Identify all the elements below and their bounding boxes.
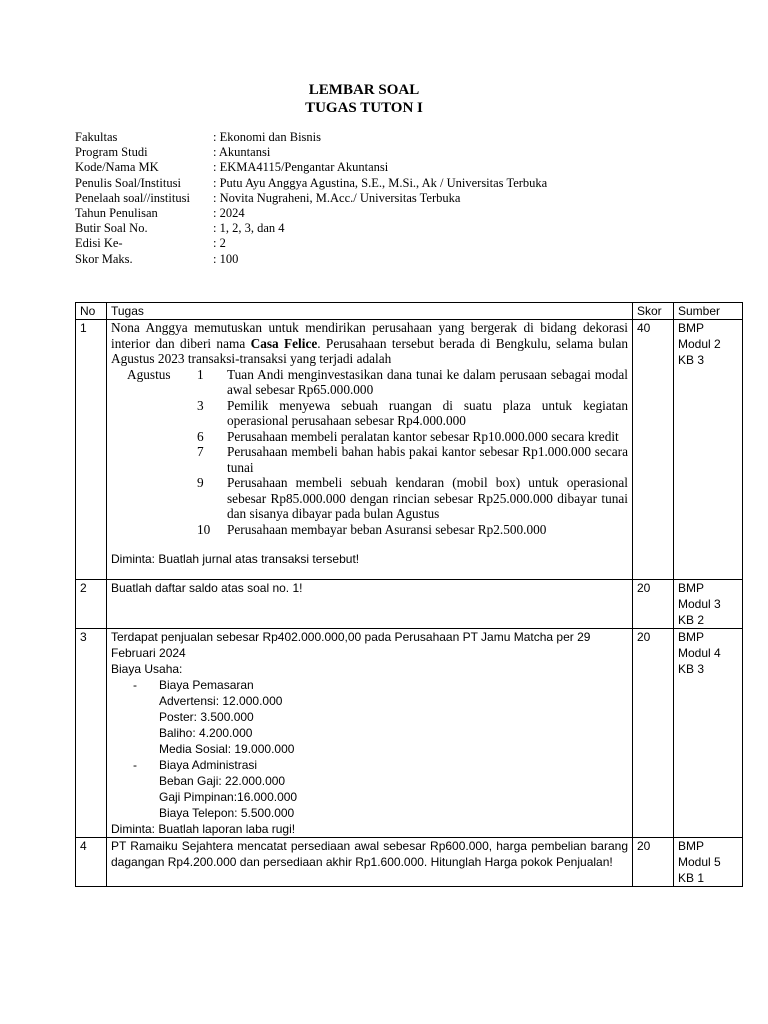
meta-row bbox=[75, 130, 547, 145]
question-4: PT Ramaiku Sejahtera mencatat persediaan awal sebesar Rp600.000, harga pembelian barang dagangan Rp4.200.000 dan persediaan akhir Rp1.600.000. Hitunglah Harga pokok Penjualan! bbox=[107, 838, 633, 887]
transaction-text: Perusahaan membayar beban Asuransi sebesar Rp2.500.000 bbox=[227, 521, 547, 537]
cost-item: Media Sosial: 19.000.000 bbox=[159, 742, 295, 756]
table-row bbox=[76, 580, 743, 629]
table-row bbox=[76, 320, 743, 580]
row-skor: 20 bbox=[633, 629, 674, 838]
transaction-month bbox=[111, 398, 197, 429]
meta-value: : 100 bbox=[213, 251, 239, 266]
dash: - bbox=[133, 758, 137, 772]
meta-value: : Novita Nugraheni, M.Acc./ Universitas Terbuka bbox=[213, 190, 461, 205]
transaction-text: Perusahaan membeli peralatan kantor sebesar Rp10.000.000 secara kredit bbox=[227, 428, 619, 444]
header-tugas: Tugas bbox=[107, 303, 633, 320]
meta-key: Penulis Soal/Institusi bbox=[75, 175, 181, 190]
transaction-month bbox=[111, 522, 197, 538]
meta-row bbox=[75, 145, 547, 160]
q1-intro-a: Nona Anggya memutuskan untuk mendirikan perusahaan yang bergerak di bidang dekorasi interior dan diberi nama bbox=[111, 320, 628, 351]
transaction-item bbox=[111, 367, 628, 398]
meta-row bbox=[75, 176, 547, 191]
transaction-month bbox=[111, 444, 197, 475]
meta-row bbox=[75, 236, 547, 251]
transaction-month bbox=[111, 475, 197, 522]
question-2: Buatlah daftar saldo atas soal no. 1! bbox=[107, 580, 633, 629]
meta-key: Skor Maks. bbox=[75, 251, 133, 266]
question-3 bbox=[107, 629, 633, 838]
q1-intro bbox=[111, 320, 628, 367]
transaction-day: 10 bbox=[197, 521, 211, 537]
q3-group1 bbox=[111, 677, 628, 693]
meta-row bbox=[75, 191, 547, 206]
transaction-item bbox=[111, 522, 628, 538]
row-no: 4 bbox=[76, 838, 107, 887]
sumber-line: BMP bbox=[678, 839, 705, 853]
transaction-day: 9 bbox=[197, 475, 204, 490]
cost-item: Biaya Telepon: 5.500.000 bbox=[159, 806, 295, 820]
transaction-text: Perusahaan membeli sebuah kendaran (mobil box) untuk operasional sebesar Rp85.000.000 dengan rincian sebesar Rp25.000.000 dibayar tunai dan sisanya dibayar pada bulan Agustus bbox=[227, 475, 628, 521]
row-sumber bbox=[674, 320, 743, 580]
meta-value: : EKMA4115/Pengantar Akuntansi bbox=[213, 160, 389, 175]
meta-key: Program Studi bbox=[75, 145, 148, 160]
row-skor: 20 bbox=[633, 838, 674, 887]
sumber-line: Modul 3 bbox=[678, 597, 721, 611]
sumber-line: KB 1 bbox=[678, 871, 705, 885]
transaction-day: 1 bbox=[197, 366, 204, 382]
row-sumber bbox=[674, 838, 743, 887]
cost-item: Gaji Pimpinan:16.000.000 bbox=[159, 790, 298, 804]
meta-key: Edisi Ke- bbox=[75, 236, 123, 251]
cost-item: Poster: 3.500.000 bbox=[159, 710, 254, 724]
header-sumber: Sumber bbox=[674, 303, 743, 320]
sumber-line: KB 3 bbox=[678, 662, 705, 676]
sumber-line: Modul 5 bbox=[678, 855, 721, 869]
meta-key: Fakultas bbox=[75, 130, 118, 144]
dash: - bbox=[133, 678, 137, 692]
row-skor: 20 bbox=[633, 580, 674, 629]
sumber-line: BMP bbox=[678, 630, 705, 644]
transaction-text: Pemilik menyewa sebuah ruangan di suatu plaza untuk kegiatan operasional perusahaan sebesar Rp4.000.000 bbox=[227, 397, 628, 428]
task-table bbox=[75, 302, 743, 887]
meta-key: Kode/Nama MK bbox=[75, 160, 159, 175]
group-title: Biaya Administrasi bbox=[159, 758, 258, 772]
q3-instruction: Diminta: Buatlah laporan laba rugi! bbox=[111, 822, 296, 836]
transaction-day: 6 bbox=[197, 428, 204, 444]
transaction-list bbox=[111, 367, 628, 538]
transaction-day: 7 bbox=[197, 444, 204, 459]
meta-value: : 2 bbox=[213, 236, 226, 251]
transaction-text: Perusahaan membeli bahan habis pakai kantor sebesar Rp1.000.000 secara tunai bbox=[227, 444, 628, 475]
transaction-day: 3 bbox=[197, 397, 204, 413]
transaction-month: Agustus bbox=[127, 366, 171, 382]
transaction-text: Tuan Andi menginvestasikan dana tunai ke dalam perusaan sebagai modal awal sebesar Rp65.000.000 bbox=[227, 366, 628, 397]
meta-key: Penelaah soal//institusi bbox=[75, 190, 190, 205]
row-sumber bbox=[674, 629, 743, 838]
doc-title: LEMBAR SOAL bbox=[308, 82, 420, 98]
cost-item: Advertensi: 12.000.000 bbox=[159, 694, 283, 708]
q3-biaya-usaha: Biaya Usaha: bbox=[111, 662, 183, 676]
doc-subtitle: TUGAS TUTON I bbox=[305, 100, 423, 116]
row-sumber bbox=[674, 580, 743, 629]
meta-value: : Putu Ayu Anggya Agustina, S.E., M.Si., Ak / Universitas Terbuka bbox=[213, 175, 548, 190]
sumber-line: BMP bbox=[678, 581, 705, 595]
row-no: 1 bbox=[76, 320, 107, 580]
q1-intro-b: . Perusahaan tersebut berada di Bengkulu, selama bulan Agustus 2023 transaksi-transaksi yang terjadi adalah bbox=[111, 335, 628, 366]
sumber-line: Modul 4 bbox=[678, 646, 721, 660]
sumber-line: Modul 2 bbox=[678, 337, 721, 351]
sumber-line: KB 3 bbox=[678, 353, 705, 367]
header-no: No bbox=[76, 303, 107, 320]
transaction-item bbox=[111, 444, 628, 475]
cost-item: Baliho: 4.200.000 bbox=[159, 726, 253, 740]
table-row bbox=[76, 838, 743, 887]
header-skor: Skor bbox=[633, 303, 674, 320]
q1-instruction: Diminta: Buatlah jurnal atas transaksi tersebut! bbox=[111, 552, 360, 566]
meta-block bbox=[75, 130, 547, 267]
meta-key: Tahun Penulisan bbox=[75, 205, 158, 220]
company-name: Casa Felice bbox=[250, 335, 318, 351]
sumber-line: KB 2 bbox=[678, 613, 705, 627]
sumber-line: BMP bbox=[678, 321, 705, 335]
meta-value: : Ekonomi dan Bisnis bbox=[213, 130, 321, 144]
cost-item: Beban Gaji: 22.000.000 bbox=[159, 774, 286, 788]
transaction-item bbox=[111, 475, 628, 522]
table-header-row bbox=[76, 303, 743, 320]
question-1 bbox=[107, 320, 633, 580]
meta-row bbox=[75, 221, 547, 236]
q3-intro: Terdapat penjualan sebesar Rp402.000.000,00 pada Perusahaan PT Jamu Matcha per 29 Februari 2024 bbox=[111, 630, 591, 660]
meta-key: Butir Soal No. bbox=[75, 221, 148, 236]
transaction-item bbox=[111, 429, 628, 445]
q3-group2 bbox=[111, 757, 628, 773]
transaction-item bbox=[111, 398, 628, 429]
meta-row bbox=[75, 206, 547, 221]
meta-value: : Akuntansi bbox=[213, 145, 271, 160]
transaction-month bbox=[111, 429, 197, 445]
row-no: 2 bbox=[76, 580, 107, 629]
row-skor: 40 bbox=[633, 320, 674, 580]
table-row bbox=[76, 629, 743, 838]
meta-value: : 1, 2, 3, dan 4 bbox=[213, 221, 285, 236]
row-no: 3 bbox=[76, 629, 107, 838]
meta-row bbox=[75, 252, 547, 267]
meta-row bbox=[75, 160, 547, 175]
meta-value: : 2024 bbox=[213, 205, 245, 220]
group-title: Biaya Pemasaran bbox=[159, 678, 254, 692]
